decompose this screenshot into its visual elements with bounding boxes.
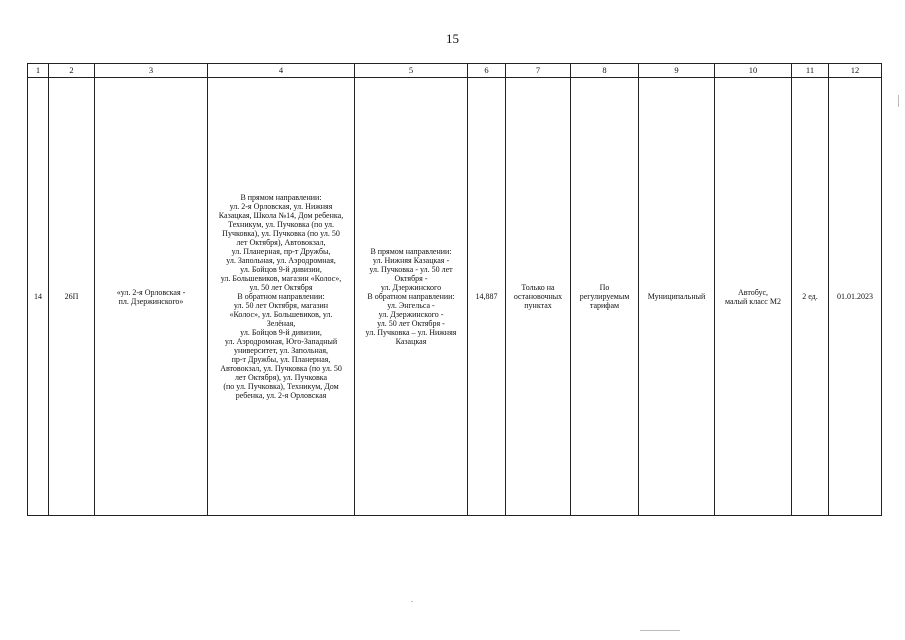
cell-stops: В прямом направлении: ул. 2-я Орловская, ул. Нижняя Казацкая, Школа №14, Дом ребенка, Техникум, ул. Пучковка (по ул. Пучковка), ул. Пучковка (по ул. 50 лет Октября), Автовокзал, ул. Планерная, пр-т Дружбы, ул. Запольная, ул. Аэродромная, ул. Бойцов 9-й дивизии, ул. Большевиков, магазин «Колос», ул. 50 лет Октября В обратном направлении: ул. 50 лет Октября, магазин «Колос», ул. Большевиков, ул. Зелёная, ул. Бойцов 9-й дивизии, ул. Аэродромная, Юго-Западный университет, ул. Запольная, пр-т Дружбы, ул. Планерная, Автовокзал, ул. Пучковка (по ул. 50 лет Октября), ул. Пучковка (по ул. Пучковка), Техникум, Дом ребенка, ул. 2-я Орловская [208, 78, 355, 516]
column-header: 7 [506, 64, 571, 78]
cell-row-number: 14 [28, 78, 49, 516]
page-number: 15 [446, 31, 459, 46]
table-header-row [28, 64, 882, 78]
cell-route-name: «ул. 2-я Орловская - пл. Дзержинского» [95, 78, 208, 516]
route-table [27, 63, 882, 516]
scan-artifact [898, 95, 899, 107]
cell-length: 14,887 [468, 78, 506, 516]
column-header: 11 [792, 64, 829, 78]
cell-streets: В прямом направлении: ул. Нижняя Казацкая - ул. Пучковка - ул. 50 лет Октября - ул. Дзержинского В обратном направлении: ул. Энгельса - ул. Дзержинского - ул. 50 лет Октября - ул. Пучковка – ул. Нижняя Казацкая [355, 78, 468, 516]
cell-vehicle-count: 2 ед. [792, 78, 829, 516]
scan-artifact [411, 601, 413, 602]
cell-vehicle-class: Автобус, малый класс М2 [715, 78, 792, 516]
column-header: 12 [829, 64, 882, 78]
cell-start-date: 01.01.2023 [829, 78, 882, 516]
cell-tariff-type: По регулируемым тарифам [571, 78, 639, 516]
column-header: 8 [571, 64, 639, 78]
scan-artifact [640, 630, 680, 631]
column-header: 9 [639, 64, 715, 78]
cell-route-number: 26П [49, 78, 95, 516]
cell-boarding-order: Только на остановочных пунктах [506, 78, 571, 516]
cell-route-type: Муниципальный [639, 78, 715, 516]
column-header: 4 [208, 64, 355, 78]
column-header: 3 [95, 64, 208, 78]
column-header: 2 [49, 64, 95, 78]
column-header: 1 [28, 64, 49, 78]
table-row [28, 78, 882, 516]
column-header: 6 [468, 64, 506, 78]
column-header: 10 [715, 64, 792, 78]
column-header: 5 [355, 64, 468, 78]
